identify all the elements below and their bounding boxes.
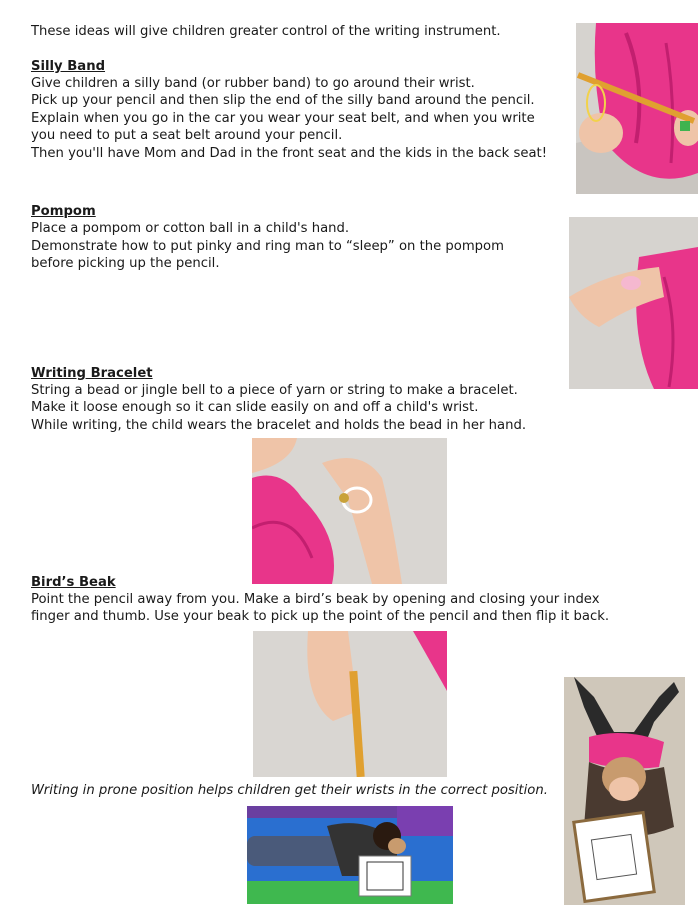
silly-band-line: Explain when you go in the car you wear your seat belt, and when you write [31,111,535,126]
prone-writing-boy-photo-icon [247,806,453,904]
birds-beak-heading: Bird’s Beak [31,575,116,590]
birds-beak-line: Point the pencil away from you. Make a bird’s beak by opening and closing your index [31,592,600,607]
writing-bracelet-heading: Writing Bracelet [31,366,153,381]
pompom-heading: Pompom [31,204,96,219]
prone-caption: Writing in prone position helps children get their wrists in the correct position. [31,783,548,798]
silly-band-photo-icon [576,23,698,194]
writing-bracelet-line: String a bead or jingle bell to a piece of yarn or string to make a bracelet. [31,383,518,398]
pompom-photo [569,217,698,389]
writing-bracelet-line: While writing, the child wears the bracelet and holds the bead in her hand. [31,418,527,433]
birds-beak-photo-icon [253,631,447,777]
intro-text: These ideas will give children greater control of the writing instrument. [31,24,501,39]
writing-bracelet-line: Make it loose enough so it can slide easily on and off a child's wrist. [31,400,479,415]
prone-writing-girl-photo-icon [564,677,685,905]
pompom-line: before picking up the pencil. [31,256,220,271]
pompom-line: Demonstrate how to put pinky and ring man to “sleep” on the pompom [31,239,504,254]
writing-bracelet-photo [252,438,447,584]
silly-band-line: Pick up your pencil and then slip the end of the silly band around the pencil. [31,93,535,108]
silly-band-photo [576,23,698,194]
silly-band-line: Then you'll have Mom and Dad in the front seat and the kids in the back seat! [31,146,547,161]
pompom-photo-icon [569,217,698,389]
prone-girl-photo [564,677,685,905]
silly-band-heading: Silly Band [31,59,106,74]
birds-beak-photo [253,631,447,777]
prone-boy-photo [247,806,453,904]
writing-bracelet-photo-icon [252,438,447,584]
birds-beak-line: finger and thumb. Use your beak to pick up the point of the pencil and then flip it back. [31,609,610,624]
silly-band-line: Give children a silly band (or rubber band) to go around their wrist. [31,76,475,91]
pompom-line: Place a pompom or cotton ball in a child's hand. [31,221,350,236]
silly-band-line: you need to put a seat belt around your pencil. [31,128,343,143]
